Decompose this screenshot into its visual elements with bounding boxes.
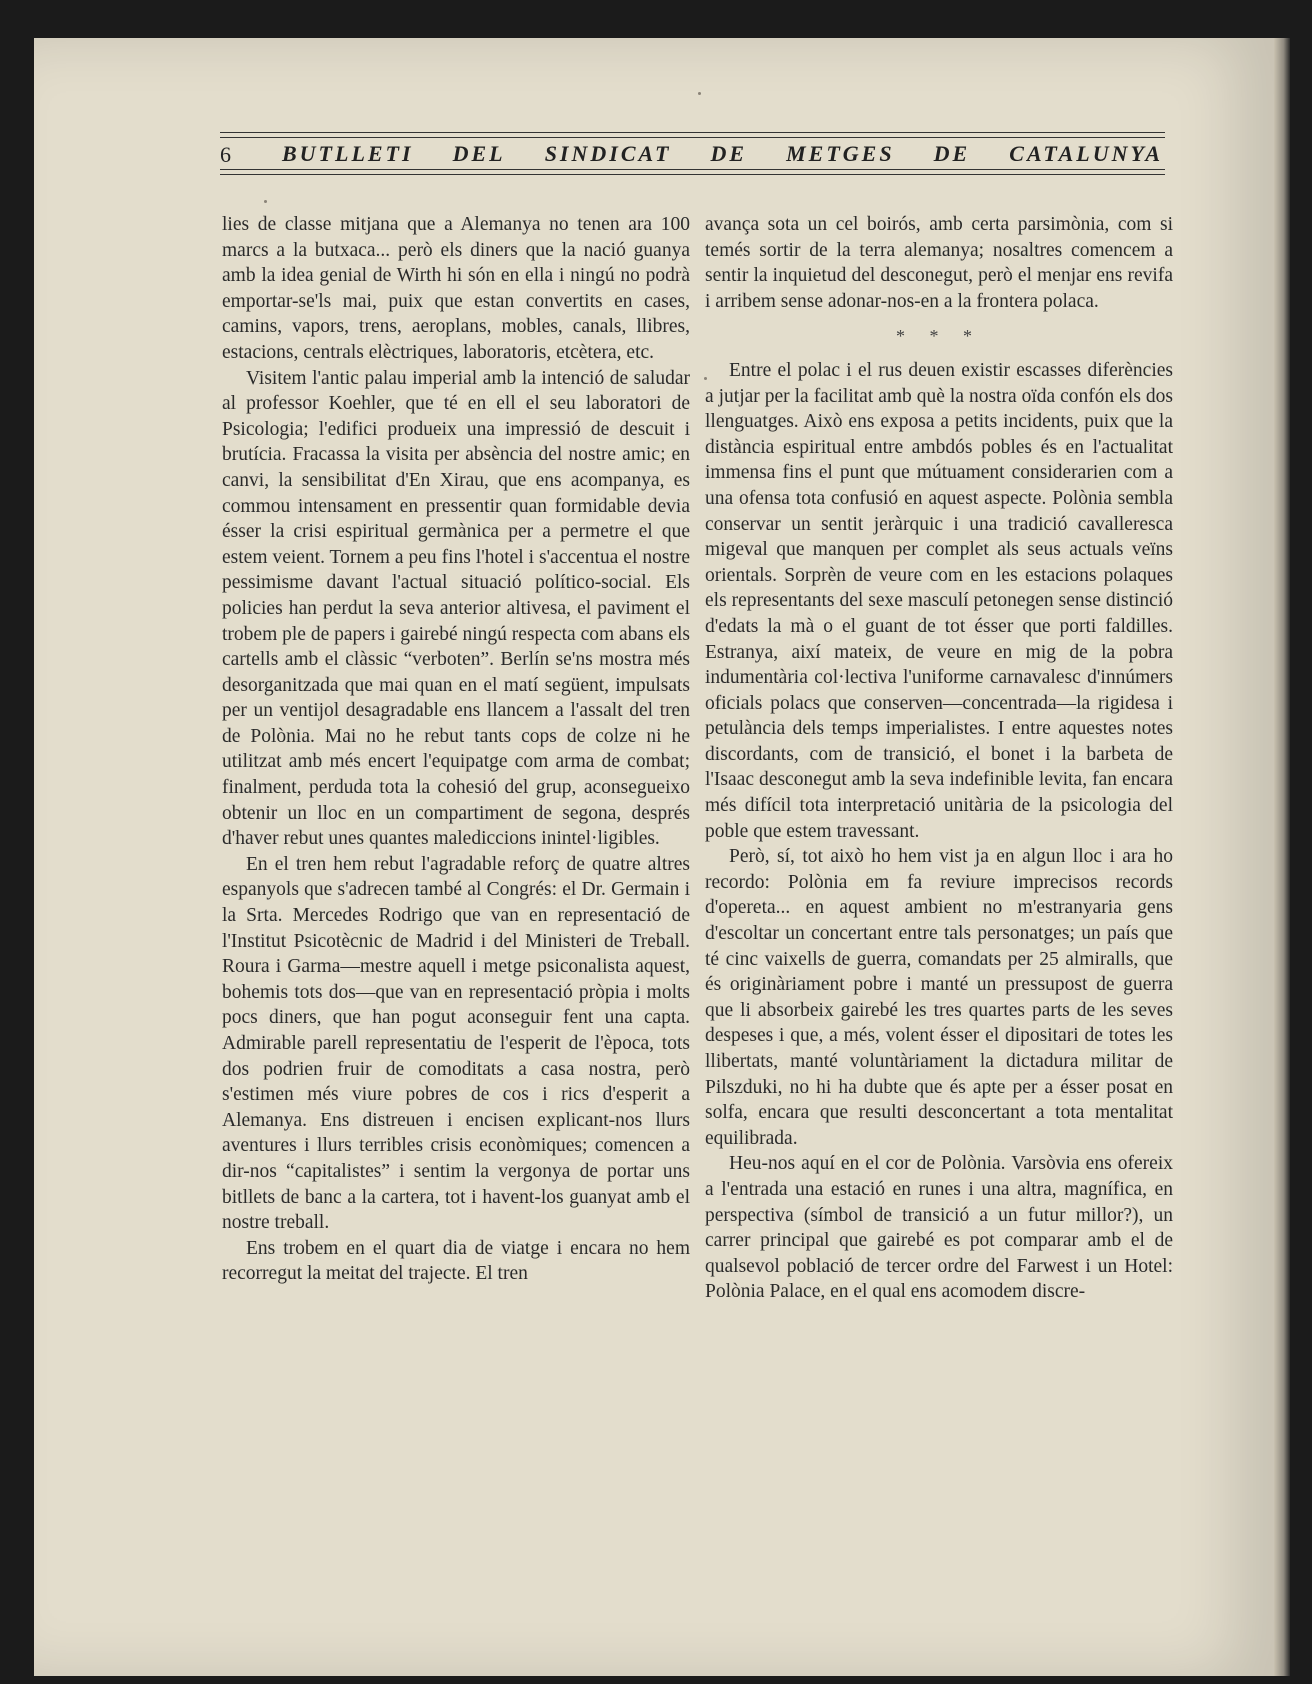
page-number: 6 [220,143,235,167]
running-title-word: DE [710,141,748,166]
paragraph: Heu-nos aquí en el cor de Polònia. Varsòvia ens ofereix a l'entrada una estació en runes i una altra, magnífica, en perspectiva (símbol de transició a un futur millor?), un carrer principal que gairebé es pot comparar amb el de qualsevol població de tercer ordre del Farwest i un Hotel: Polònia Palace, en el qual ens acomodem discre- [705,1153,1173,1303]
running-title-word: SINDICAT [544,141,672,166]
section-separator: * * * [896,326,982,347]
page-binding-edge [1274,38,1290,1676]
paragraph: Visitem l'antic palau imperial amb la intenció de saludar al professor Koehler, que té en ell el seu laboratori de Psicologia; l'edifici produeix una impressió de descuit i brutícia. Fracassa la visita per absència del nostre amic; en canvi, la sensibilitat d'En Xirau, que ens acompanya, es commou intensament en pressentir quan formidable devia ésser la crisi espiritual germànica per a permetre el que estem veient. Tornem a peu fins l'hotel i s'accentua el nostre pessimisme davant l'actual situació político-social. Els policies han perdut la seva anterior altivesa, el paviment el trobem ple de papers i gairebé ningú respecta com abans els cartells amb el clàssic “verboten”. Berlín se'ns mostra més desorganitzada que mai quan en el matí següent, impulsats per un ventijol desagradable ens llancem a l'assalt del tren de Polònia. Mai no he rebut tants cops de colze ni he utilitzat amb més encert l'equipatge com arma de combat; finalment, perduda tota la cohesió del grup, aconsegueixo obtenir un lloc en un compartiment de segona, després d'haver rebut unes quantes malediccions inintel·ligibles. [222,367,690,850]
running-title-word: METGES [786,141,895,166]
right-column [705,212,1173,1305]
paragraph: Ens trobem en el quart dia de viatge i encara no hem recorregut la meitat del trajecte. El tren [222,1237,690,1285]
running-title-word: CATALUNYA [1009,141,1163,166]
running-title [280,141,1165,167]
header-rule-top [220,132,1165,133]
left-column [222,212,690,1287]
running-title-word: DEL [452,141,506,166]
header-rule-top-second [220,137,1165,138]
paragraph: En el tren hem rebut l'agradable reforç de quatre altres espanyols que s'adrecen també al Congrés: el Dr. Germain i la Srta. Mercedes Rodrigo que van en representació de l'Institut Psicotècnic de Madrid i del Ministeri de Treball. Roura i Garma—mestre aquell i metge psiconalista aquest, bohemis tots dos—que van en representació pròpia i molts pocs diners, que han pogut aconseguir fent una capta. Admirable parell representatiu de l'esperit de l'època, tots dos podrien fruir de comoditats a casa nostra, però s'estimen més viure pobres de cos i rics d'esperit a Alemanya. Ens distreuen i encisen explicant-nos llurs aventures i llurs terribles crisis econòmiques; comencen a dir-nos “capitalistes” i sentim la vergonya de portar uns bitllets de banc a la cartera, tot i havent-los guanyat amb el nostre treball. [222,853,690,1234]
paper-speck [698,92,701,95]
paragraph: Entre el polac i el rus deuen existir escasses diferències a jutjar per la facilitat amb què la nostra oïda confón els dos llenguatges. Això ens exposa a petits incidents, puix que la distància espiritual entre ambdós pobles és en l'actualitat immensa fins el punt que mútuament considerarien com a una ofensa tota confusió en aquest aspecte. Polònia sembla conservar un sentit jeràrquic i una tradició cavalleresca migeval que manquen per complet als seus actuals veïns orientals. Sorprèn de veure com en les estacions polaques els representants del sexe masculí petonegen sense distinció d'edats la mà o el guant de tot ésser que porti faldilles. Estranya, així mateix, de veure en mig de la pobra indumentària col·lectiva l'uniforme carnavalesc d'innúmers oficials polacs que conserven—concentrada—la rigidesa i petulància dels temps imperialistes. I entre aquestes notes discordants, com de transició, el bonet i la barbeta de l'Isaac desconegut amb la seva indefinible levita, fan encara més difícil tota interpretació unitària de la psicologia del poble que estem travessant. [705,359,1173,842]
paragraph: lies de classe mitjana que a Alemanya no tenen ara 100 marcs a la butxaca... però els diners que la nació guanya amb la idea genial de Wirth hi són en ella i ningú no podrà emportar-se'ls mai, puix que estan convertits en cases, camins, vapors, trens, aeroplans, mobles, canals, llibres, estacions, centrals elèctriques, laboratoris, etcètera, etc. [222,214,690,363]
paper-speck [704,377,707,380]
paragraph: avança sota un cel boirós, amb certa parsimònia, com si temés sortir de la terra alemanya; nosaltres comencem a sentir la inquietud del desconegut, però el menjar ens revifa i arribem sense adonar-nos-en a la frontera polaca. [705,214,1173,312]
header-rule-bottom-second [220,174,1165,175]
paragraph: Però, sí, tot això ho hem vist ja en algun lloc i ara ho recordo: Polònia em fa reviure imprecisos records d'opereta... en aquest ambient no m'estranyaria gens d'escoltar un concertant entre tals personatges; un país que té cinc vaixells de guerra, comandats per 25 almiralls, que és originàriament pobre i manté un pressupost de guerra que li absorbeix gairebé les tres quartes parts de les seves despeses i que, a més, volent ésser el dipositari de totes les llibertats, manté voluntàriament la dictadura militar de Pilszduki, no hi ha dubte que és apte per a ésser posat en solfa, encara que resulti desconcertant a tota mentalitat equilibrada. [705,846,1173,1149]
running-header [220,126,1165,184]
running-title-word: BUTLLETI [282,141,414,166]
header-rule-bottom [220,169,1165,170]
running-title-word: DE [933,141,971,166]
paper-speck [264,200,267,203]
